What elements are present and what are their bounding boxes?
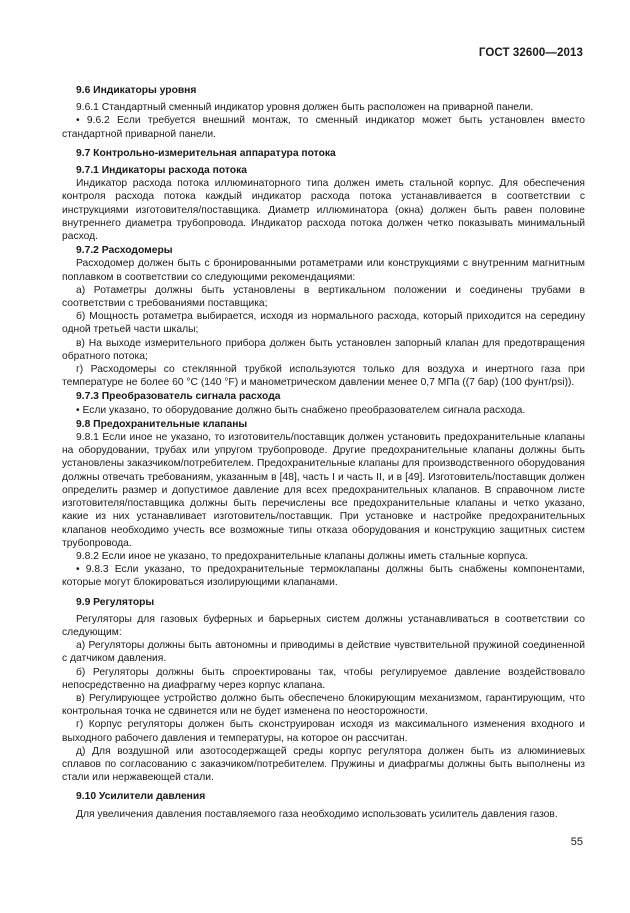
paragraph-bulleted: • Если указано, то оборудование должно быть снабжено преобразователем сигнала расхода. bbox=[62, 404, 585, 417]
list-item: д) Для воздушной или азотосодержащей среды корпус регулятора должен быть из алюминиевых сплавов по согласованию с заказчиком/потребителем. Пружины и диафрагмы должны быть выполнены из стали или нержавеющей стали. bbox=[62, 745, 585, 784]
section-heading-9-10: 9.10 Усилители давления bbox=[76, 791, 206, 803]
list-item: б) Регуляторы должны быть спроектированы так, чтобы регулируемое давление воздействовало непосредственно на диафрагму через корпус клапана. bbox=[62, 666, 585, 691]
subsection-heading-9-7-1: 9.7.1 Индикаторы расхода потока bbox=[76, 165, 247, 177]
paragraph: 9.8.2 Если иное не указано, то предохранительные клапаны должны иметь стальные корпуса. bbox=[76, 550, 529, 562]
paragraph: Индикатор расхода потока иллюминаторного типа должен иметь стальной корпус. Для обеспечения контроля расхода потока каждый индикатор расхода потока устанавливается в соответствии с инструкциями изготовителя/поставщика. Диаметр иллюминатора (окна) должен быть равен половине внутреннего диаметра трубопровода. Индикатор расхода потока должен четко показывать минимальный расход. bbox=[62, 178, 585, 243]
paragraph: Расходомер должен быть с бронированными ротаметрами или конструкциями с внутренним магнитным поплавком в соответствии со следующими рекомендациями: bbox=[62, 258, 585, 283]
list-item: г) Расходомеры со стеклянной трубкой используются только для воздуха и инертного газа при температуре не более 60 °С (140 °F) и манометрическом давлении менее 0,7 МПа ((7 бар) (100 фунт/psi)). bbox=[62, 364, 585, 389]
subsection-heading-9-7-3: 9.7.3 Преобразователь сигнала расхода bbox=[76, 391, 281, 403]
section-heading-9-8: 9.8 Предохранительные клапаны bbox=[76, 418, 248, 430]
paragraph: Регуляторы для газовых буферных и барьерных систем должны устанавливаться в соответствии со следующим: bbox=[62, 613, 585, 638]
document-body bbox=[62, 78, 585, 821]
document-code-header: ГОСТ 32600—2013 bbox=[478, 47, 583, 59]
list-item: а) Ротаметры должны быть установлены в вертикальном положении и соединены трубами в соответствии с требованиями поставщика; bbox=[62, 284, 585, 310]
section-heading-9-9: 9.9 Регуляторы bbox=[76, 596, 155, 608]
list-item: а) Регуляторы должны быть автономны и приводимы в действие чувствительной пружиной соединенной с датчиком давления. bbox=[62, 640, 585, 665]
list-item: в) Регулирующее устройство должно быть обеспечено блокирующим механизмом, гарантирующим, что контрольная точка не сдвинется или не будет изменена по неосторожности. bbox=[62, 692, 585, 718]
paragraph-bulleted: • 9.8.3 Если указано, то предохранительные термоклапаны должны быть снабжены компонентами, которые могут блокироваться изолирующими клапанами. bbox=[62, 563, 585, 589]
subsection-heading-9-7-2: 9.7.2 Расходомеры bbox=[76, 245, 173, 257]
list-item: б) Мощность ротаметра выбирается, исходя из нормального расхода, который приходится на середину одной третьей части шкалы; bbox=[62, 311, 585, 336]
paragraph: 9.8.1 Если иное не указано, то изготовитель/поставщик должен установить предохранительные клапаны на оборудовании, трубах или упругом трубопроводе. Другие предохранительные клапаны должны быть установлены заказчиком/потребителем. Предохранительные клапаны для производственного оборудования должны отвечать требованиям, указанным в [48], часть I и часть II, и в [49]. Изготовитель/поставщик должен определить размер и допустимое давление для всех предохранительных клапанов. В справочном листе изготовителя/поставщика должны быть перечислены все предохранительные клапаны и четко указано, какие из них устанавливает изготовитель/поставщик. При установке и настройке предохранительных клапанов необходимо учесть все возможные типы отказа оборудования и конструкцию защитных систем трубопровода. bbox=[62, 432, 585, 549]
page-number: 55 bbox=[570, 836, 583, 848]
paragraph: 9.6.1 Стандартный сменный индикатор уровня должен быть расположен на приварной панели. bbox=[76, 102, 534, 114]
list-item: в) На выходе измерительного прибора должен быть установлен запорный клапан для предотвращения обратного потока; bbox=[62, 337, 585, 362]
paragraph: Для увеличения давления поставляемого газа необходимо использовать усилитель давления газов. bbox=[76, 808, 558, 820]
list-item: г) Корпус регуляторы должен быть сконструирован исходя из максимального изменения входного и выходного рабочего давления и температуры, на которое он рассчитан. bbox=[62, 719, 585, 744]
section-heading-9-6: 9.6 Индикаторы уровня bbox=[76, 85, 197, 96]
section-heading-9-7: 9.7 Контрольно-измерительная аппаратура потока bbox=[76, 147, 336, 159]
paragraph-bulleted: • 9.6.2 Если требуется внешний монтаж, то сменный индикатор может быть установлен вместо стандартной приварной панели. bbox=[62, 114, 585, 140]
